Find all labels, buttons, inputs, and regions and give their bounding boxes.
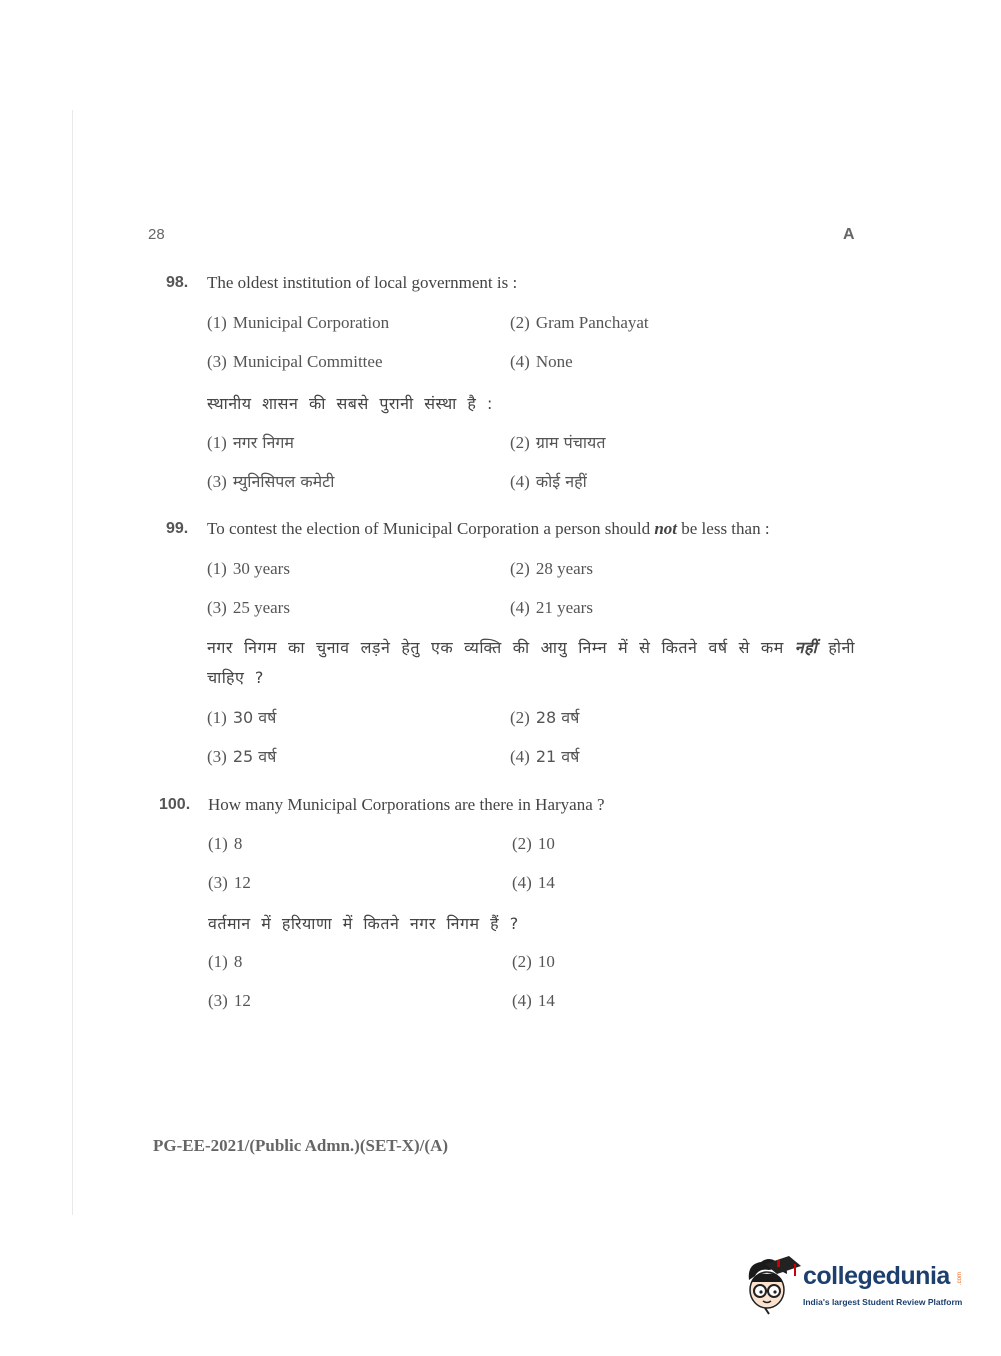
question-text-hi: नगर निगम का चुनाव लड़ने हेतु एक व्यक्ति की आयु निम्न में से कितने वर्ष से कम नहीं होनी चाहिए ? (207, 638, 856, 687)
option-text: 8 (233, 952, 243, 971)
logo-wordmark: collegedunia (803, 1262, 950, 1290)
question-number: 98. (166, 274, 189, 291)
paper-code-footer: PG-EE-2021/(Public Admn.)(SET-X)/(A) (153, 1136, 449, 1155)
option-hi-1 (207, 431, 294, 453)
option-text: 10 (537, 834, 555, 853)
option-hi-4 (512, 991, 555, 1011)
option-text: कोई नहीं (535, 472, 587, 491)
option-hi-2 (510, 706, 579, 728)
option-text: 10 (537, 952, 555, 971)
option-hi-3 (207, 745, 276, 767)
option-text: 12 (233, 991, 251, 1010)
option-label: (4) (512, 873, 532, 892)
option-hi-3 (207, 470, 334, 492)
option-label: (2) (510, 433, 530, 452)
option-text: Municipal Corporation (232, 313, 390, 332)
option-text: Municipal Committee (232, 352, 383, 371)
option-en-3 (208, 873, 251, 893)
question-text-hi: स्थानीय शासन की सबसे पुरानी संस्था है : (207, 394, 493, 413)
option-text: 21 वर्ष (535, 747, 580, 766)
option-hi-2 (510, 431, 605, 453)
option-hi-2 (512, 952, 555, 972)
option-label: (1) (208, 952, 228, 971)
set-label: A (843, 226, 855, 243)
option-en-3 (207, 598, 290, 618)
option-text: 21 years (535, 598, 593, 617)
option-label: (2) (510, 708, 530, 727)
emphasis-not: not (654, 519, 678, 538)
collegedunia-logo[interactable] (743, 1250, 973, 1320)
option-en-4 (512, 873, 555, 893)
option-hi-1 (207, 706, 276, 728)
question-text-en: To contest the election of Municipal Corporation a person should not be less than : (207, 519, 770, 538)
option-text: 14 (537, 873, 555, 892)
mascot-icon (743, 1254, 801, 1316)
option-text: Gram Panchayat (535, 313, 649, 332)
option-en-2 (510, 313, 649, 333)
option-en-4 (510, 352, 573, 372)
emphasis-nahin: नहीं (794, 638, 818, 657)
question-text-hi: वर्तमान में हरियाणा में कितने नगर निगम हैं ? (208, 914, 519, 933)
option-label: (1) (207, 313, 227, 332)
option-label: (2) (510, 313, 530, 332)
option-en-1 (207, 559, 290, 579)
option-text: 28 वर्ष (535, 708, 580, 727)
option-label: (2) (510, 559, 530, 578)
option-label: (4) (510, 472, 530, 491)
question-number: 100. (159, 796, 191, 813)
option-text: 14 (537, 991, 555, 1010)
option-en-4 (510, 598, 593, 618)
option-text: ग्राम पंचायत (535, 433, 606, 452)
option-en-2 (512, 834, 555, 854)
option-label: (4) (510, 598, 530, 617)
option-label: (1) (207, 559, 227, 578)
option-text: 25 years (232, 598, 290, 617)
option-label: (1) (207, 708, 227, 727)
option-label: (3) (207, 747, 227, 766)
option-hi-4 (510, 745, 579, 767)
option-en-3 (207, 352, 383, 372)
option-en-1 (207, 313, 389, 333)
option-label: (3) (207, 352, 227, 371)
option-label: (2) (512, 834, 532, 853)
question-text-en: The oldest institution of local government is : (207, 273, 518, 292)
option-label: (1) (207, 433, 227, 452)
option-label: (4) (510, 747, 530, 766)
option-label: (1) (208, 834, 228, 853)
option-text: 25 वर्ष (232, 747, 277, 766)
page-edge-line (72, 110, 73, 1215)
option-label: (3) (208, 873, 228, 892)
option-hi-3 (208, 991, 251, 1011)
option-en-1 (208, 834, 242, 854)
option-label: (3) (208, 991, 228, 1010)
option-hi-4 (510, 470, 587, 492)
option-text: 8 (233, 834, 243, 853)
option-text: None (535, 352, 573, 371)
option-text: नगर निगम (232, 433, 294, 452)
option-en-2 (510, 559, 593, 579)
option-label: (2) (512, 952, 532, 971)
question-number: 99. (166, 520, 189, 537)
option-label: (3) (207, 598, 227, 617)
logo-tagline: India's largest Student Review Platform (803, 1297, 963, 1307)
option-text: 12 (233, 873, 251, 892)
page-number: 28 (148, 226, 165, 243)
option-text: 28 years (535, 559, 593, 578)
logo-suffix: .com (957, 1272, 963, 1286)
option-text: 30 वर्ष (232, 708, 277, 727)
option-text: 30 years (232, 559, 290, 578)
option-label: (4) (512, 991, 532, 1010)
option-text: म्युनिसिपल कमेटी (232, 472, 335, 491)
question-text-en: How many Municipal Corporations are there in Haryana ? (208, 795, 605, 814)
option-label: (4) (510, 352, 530, 371)
option-hi-1 (208, 952, 242, 972)
option-label: (3) (207, 472, 227, 491)
